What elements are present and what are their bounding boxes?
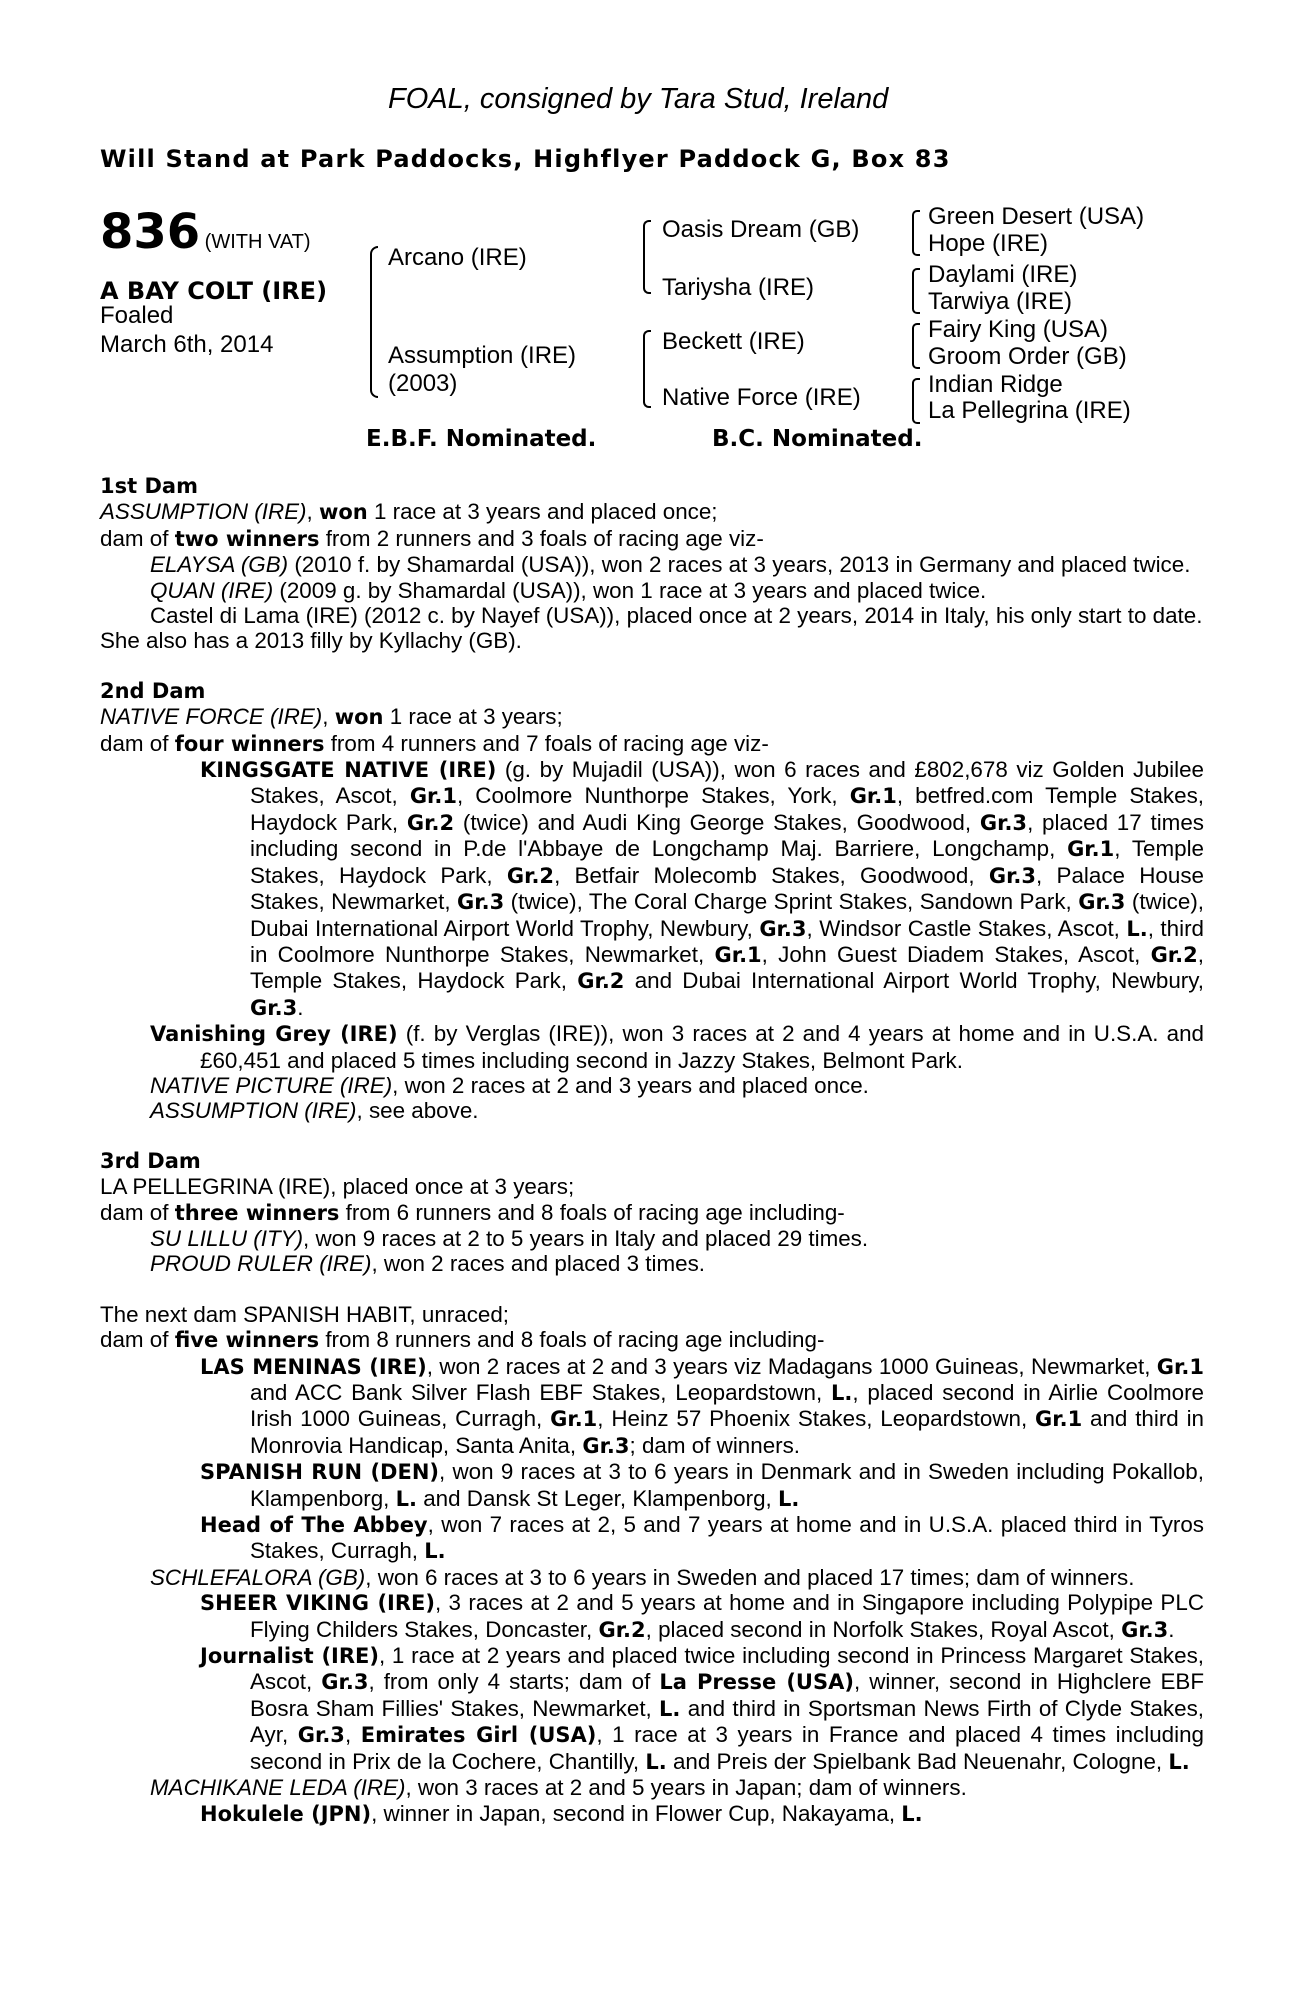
pedigree-g3: Daylami (IRE) bbox=[928, 261, 1078, 288]
foaled-label: Foaled bbox=[100, 302, 174, 329]
pedigree-brace-main bbox=[370, 246, 378, 398]
produce-entry: Vanishing Grey (IRE) (f. by Verglas (IRE)), won 3 races at 2 and 4 years at home and in U.S.A. and £60,451 and placed 5 times including second in Jazzy Stakes, Belmont Park. bbox=[150, 1021, 1204, 1073]
lot-number: 836 bbox=[100, 204, 201, 260]
lot-name: A BAY COLT (IRE) bbox=[100, 277, 328, 305]
pedigree-brace-sire bbox=[643, 220, 651, 294]
stand-location: Will Stand at Park Paddocks, Highflyer Paddock G, Box 83 bbox=[100, 145, 951, 173]
pedigree-g5: Fairy King (USA) bbox=[928, 316, 1109, 343]
produce-entry: Head of The Abbey, won 7 races at 2, 5 and 7 years at home and in U.S.A. placed third in Tyros Stakes, Curragh, L. bbox=[200, 1512, 1204, 1564]
first-dam-name: ASSUMPTION (IRE) bbox=[100, 499, 307, 525]
produce-entry: LAS MENINAS (IRE), won 2 races at 2 and 3 years viz Madagans 1000 Guineas, Newmarket, Gr.1 and ACC Bank Silver Flash EBF Stakes, Leopardstown, L., placed second in Airlie Coolmore Irish 1000 Guineas, Curragh, Gr.1, Heinz 57 Phoenix Stakes, Leopardstown, Gr.1 and third in Monrovia Handicap, Santa Anita, Gr.3; dam of winners. bbox=[200, 1353, 1205, 1458]
pedigree-g7: Indian Ridge bbox=[928, 371, 1063, 398]
pedigree-g2: Hope (IRE) bbox=[928, 230, 1049, 257]
pedigree-brace-g4 bbox=[912, 378, 920, 424]
grand-produce-entry: Journalist (IRE), 1 race at 2 years and placed twice including second in Princess Margaret Stakes, Ascot, Gr.3, from only 4 starts; dam of La Presse (USA), winner, second in Highclere EBF Bosra Sham Fillies' Stakes, Newmarket, L. and third in Sportsman News Firth of Clyde Stakes, Ayr, Gr.3, Emirates Girl (USA), 1 race at 3 years in France and placed 4 times including second in Prix de la Cochere, Chantilly, L. and Preis der Spielbank Bad Neuenahr, Cologne, L. bbox=[200, 1643, 1204, 1774]
second-dam-produce-summary: dam of four winners from 4 runners and 7 foals of racing age viz- bbox=[100, 730, 769, 756]
pedigree-brace-g2 bbox=[912, 268, 920, 314]
pedigree-sire-dam: Tariysha (IRE) bbox=[662, 274, 815, 301]
second-dam-heading: 2nd Dam bbox=[100, 678, 206, 703]
pedigree-g6: Groom Order (GB) bbox=[928, 343, 1127, 370]
pedigree-dam-sire: Beckett (IRE) bbox=[662, 328, 805, 355]
pedigree-sire-sire: Oasis Dream (GB) bbox=[662, 216, 860, 243]
first-dam-heading: 1st Dam bbox=[100, 474, 198, 498]
vat-note: (WITH VAT) bbox=[204, 231, 311, 253]
produce-entry: MACHIKANE LEDA (IRE), won 3 races at 2 and 5 years in Japan; dam of winners. bbox=[150, 1775, 967, 1801]
third-dam-line: LA PELLEGRINA (IRE), placed once at 3 years; bbox=[100, 1174, 575, 1200]
produce-note: She also has a 2013 filly by Kyllachy (GB). bbox=[100, 628, 522, 654]
bc-nominated: B.C. Nominated. bbox=[712, 426, 923, 452]
produce-entry: Castel di Lama (IRE) (2012 c. by Nayef (USA)), placed once at 2 years, 2014 in Italy, his only start to date. bbox=[150, 603, 1203, 629]
first-dam-produce-summary: dam of two winners from 2 runners and 3 foals of racing age viz- bbox=[100, 525, 764, 551]
pedigree-brace-g1 bbox=[912, 210, 920, 256]
pedigree-sire: Arcano (IRE) bbox=[388, 244, 527, 271]
produce-entry: SPANISH RUN (DEN), won 9 races at 3 to 6 years in Denmark and in Sweden including Pokallob, Klampenborg, L. and Dansk St Leger, Klampenborg, L. bbox=[200, 1459, 1204, 1511]
grand-produce-entry: SHEER VIKING (IRE), 3 races at 2 and 5 years at home and in Singapore including Polypipe PLC Flying Childers Stakes, Doncaster, Gr.2, placed second in Norfolk Stakes, Royal Ascot, Gr.3. bbox=[200, 1590, 1204, 1642]
pedigree-g4: Tarwiya (IRE) bbox=[928, 288, 1073, 315]
second-dam-line: NATIVE FORCE (IRE), won 1 race at 3 years; bbox=[100, 704, 563, 730]
pedigree-brace-dam bbox=[643, 330, 651, 408]
third-dam-produce-summary: dam of three winners from 6 runners and 8 foals of racing age including- bbox=[100, 1199, 845, 1225]
produce-entry: PROUD RULER (IRE), won 2 races and placed 3 times. bbox=[150, 1251, 705, 1277]
page-subtitle: FOAL, consigned by Tara Stud, Ireland bbox=[388, 83, 889, 115]
catalogue-body bbox=[100, 474, 1204, 1827]
produce-entry: ASSUMPTION (IRE), see above. bbox=[150, 1098, 479, 1124]
produce-entry: ELAYSA (GB) (2010 f. by Shamardal (USA)), won 2 races at 3 years, 2013 in Germany and placed twice. bbox=[150, 552, 1191, 578]
produce-entry: KINGSGATE NATIVE (IRE) (g. by Mujadil (USA)), won 6 races and £802,678 viz Golden Jubilee Stakes, Ascot, Gr.1, Coolmore Nunthorpe Stakes, York, Gr.1, betfred.com Temple Stakes, Haydock Park, Gr.2 (twice) and Audi King George Stakes, Goodwood, Gr.3, placed 17 times including second in P.de l'Abbaye de Longchamp Maj. Barriere, Longchamp, Gr.1, Temple Stakes, Haydock Park, Gr.2, Betfair Molecomb Stakes, Goodwood, Gr.3, Palace House Stakes, Newmarket, Gr.3 (twice), The Coral Charge Sprint Stakes, Sandown Park, Gr.3 (twice), Dubai International Airport World Trophy, Newbury, Gr.3, Windsor Castle Stakes, Ascot, L., third in Coolmore Nunthorpe Stakes, Newmarket, Gr.1, John Guest Diadem Stakes, Ascot, Gr.2, Temple Stakes, Haydock Park, Gr.2 and Dubai International Airport World Trophy, Newbury, Gr.3. bbox=[200, 757, 1205, 1020]
produce-entry: SU LILLU (ITY), won 9 races at 2 to 5 years in Italy and placed 29 times. bbox=[150, 1225, 869, 1251]
produce-entry: SCHLEFALORA (GB), won 6 races at 3 to 6 years in Sweden and placed 17 times; dam of winners. bbox=[150, 1564, 1135, 1590]
pedigree-brace-g3 bbox=[912, 323, 920, 369]
ebf-nominated: E.B.F. Nominated. bbox=[366, 426, 597, 452]
pedigree-dam: Assumption (IRE) bbox=[388, 342, 577, 369]
pedigree-dam-year: (2003) bbox=[388, 370, 458, 397]
third-dam-heading: 3rd Dam bbox=[100, 1148, 201, 1173]
first-dam-line: ASSUMPTION (IRE), won 1 race at 3 years and placed once; bbox=[100, 499, 718, 525]
produce-entry: NATIVE PICTURE (IRE), won 2 races at 2 and 3 years and placed once. bbox=[150, 1072, 869, 1098]
pedigree-dam-dam: Native Force (IRE) bbox=[662, 384, 861, 411]
next-dam-produce-summary: dam of five winners from 8 runners and 8 foals of racing age including- bbox=[100, 1327, 825, 1353]
pedigree-g1: Green Desert (USA) bbox=[928, 203, 1145, 230]
foaled-date: March 6th, 2014 bbox=[100, 331, 274, 358]
grand-produce-entry: Hokulele (JPN), winner in Japan, second in Flower Cup, Nakayama, L. bbox=[200, 1800, 923, 1826]
next-dam-line: The next dam SPANISH HABIT, unraced; bbox=[100, 1301, 510, 1327]
lot-number-line bbox=[100, 204, 311, 260]
produce-entry: QUAN (IRE) (2009 g. by Shamardal (USA)), won 1 race at 3 years and placed twice. bbox=[150, 577, 987, 603]
pedigree-g8: La Pellegrina (IRE) bbox=[928, 397, 1131, 424]
